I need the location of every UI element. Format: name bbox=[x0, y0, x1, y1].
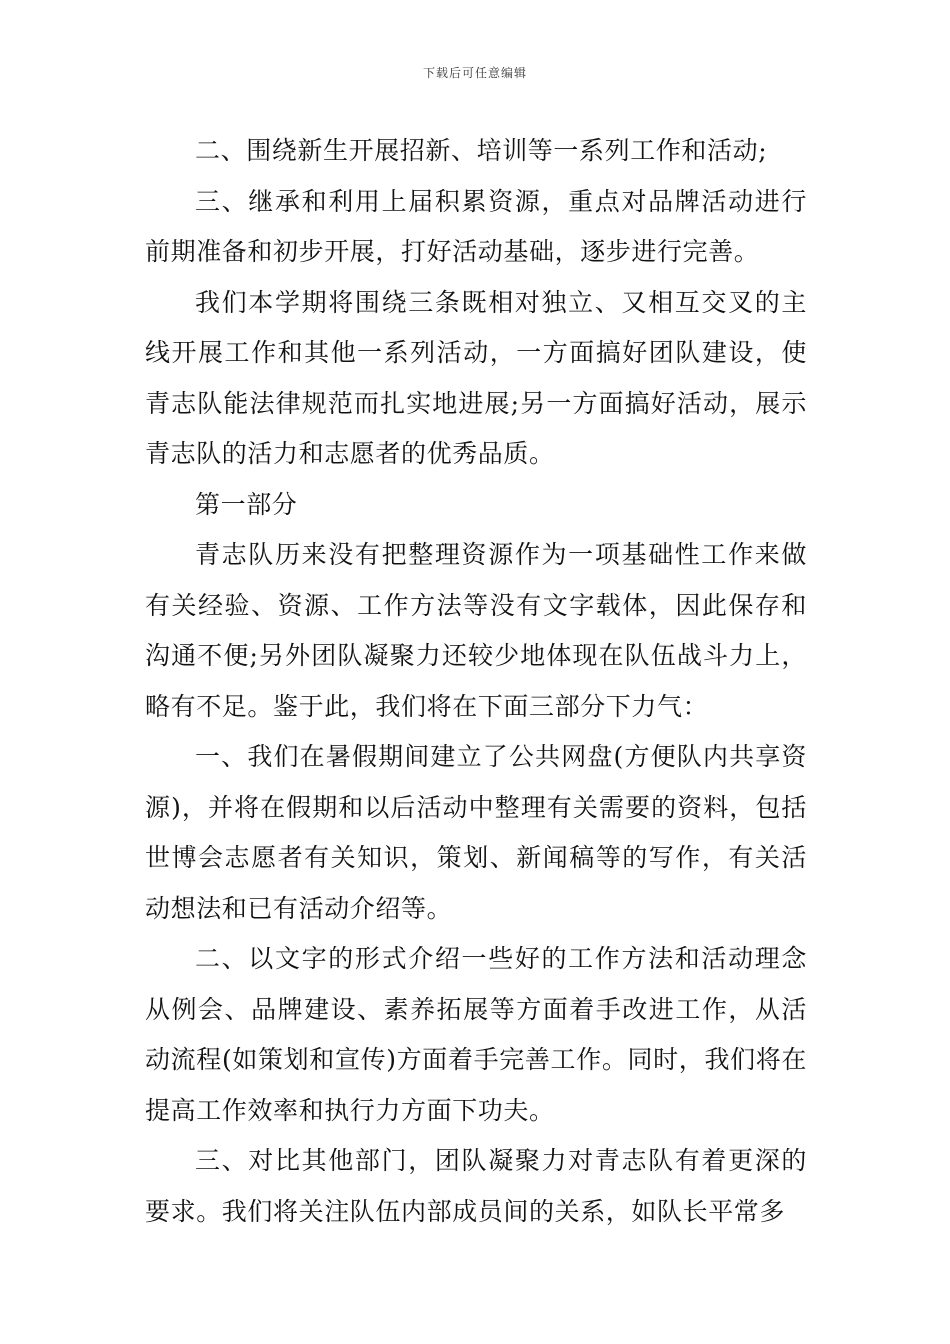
paragraph: 三、对比其他部门，团队凝聚力对青志队有着更深的要求。我们将关注队伍内部成员间的关系，如队长平常多 bbox=[145, 1146, 807, 1226]
paragraph: 我们本学期将围绕三条既相对独立、又相互交叉的主线开展工作和其他一系列活动，一方面搞好团队建设，使青志队能法律规范而扎实地进展;另一方面搞好活动，展示青志队的活力和志愿者的优秀品质。 bbox=[145, 287, 807, 468]
paragraph: 青志队历来没有把整理资源作为一项基础性工作来做有关经验、资源、工作方法等没有文字载体，因此保存和沟通不便;另外团队凝聚力还较少地体现在队伍战斗力上，略有不足。鉴于此，我们将在下面三部分下力气： bbox=[145, 540, 807, 721]
paragraph: 三、继承和利用上届积累资源，重点对品牌活动进行前期准备和初步开展，打好活动基础，逐步进行完善。 bbox=[145, 186, 807, 266]
paragraph: 二、以文字的形式介绍一些好的工作方法和活动理念从例会、品牌建设、素养拓展等方面着手改进工作，从活动流程(如策划和宣传)方面着手完善工作。同时，我们将在提高工作效率和执行力方面下功夫。 bbox=[145, 944, 807, 1125]
header-note: 下载后可任意编辑 bbox=[422, 66, 527, 80]
section-heading: 第一部分 bbox=[195, 489, 298, 519]
paragraph: 二、围绕新生开展招新、培训等一系列工作和活动; bbox=[195, 136, 768, 165]
document-body bbox=[145, 126, 807, 1237]
paragraph: 一、我们在暑假期间建立了公共网盘(方便队内共享资源)，并将在假期和以后活动中整理有关需要的资料，包括世博会志愿者有关知识，策划、新闻稿等的写作，有关活动想法和已有活动介绍等。 bbox=[145, 742, 807, 923]
